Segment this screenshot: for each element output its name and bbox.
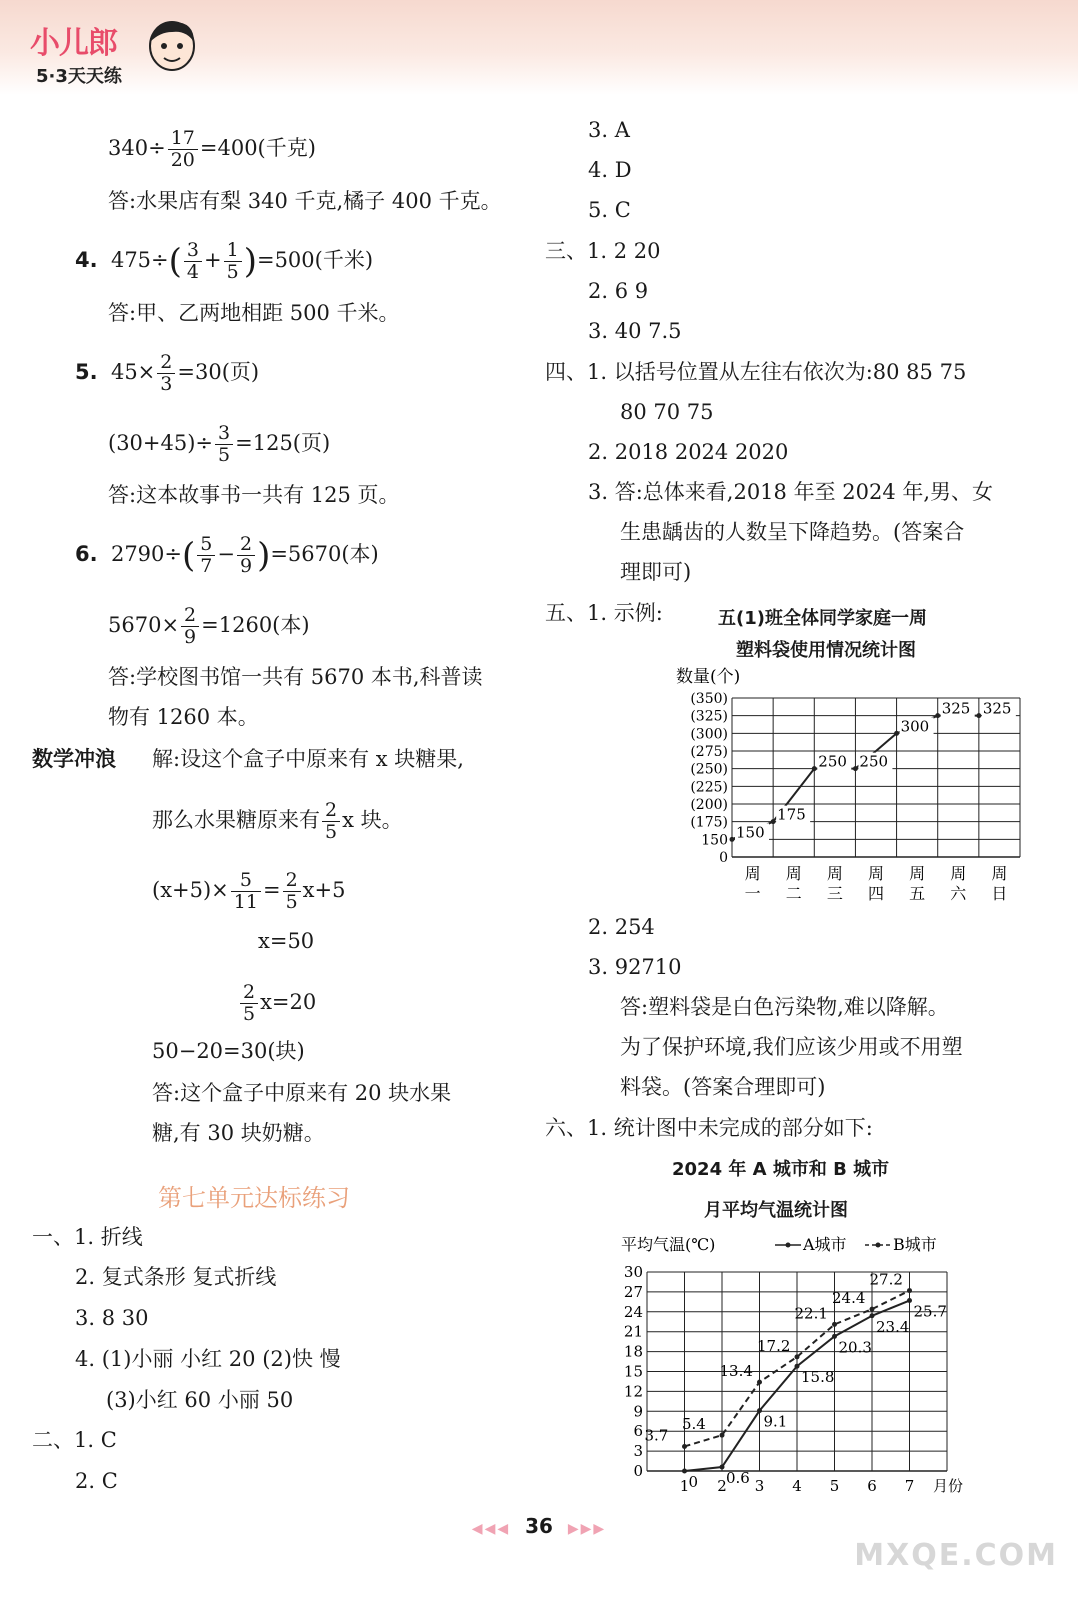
data-label: 17.2 xyxy=(757,1336,791,1355)
answer-item: 4. D xyxy=(588,158,632,182)
eq-line-5: 5. 45× $\frac{2}{3}$ =30(页) xyxy=(75,351,260,395)
data-point xyxy=(894,731,899,736)
solution-line: 解:设这个盒子中原来有 x 块糖果, xyxy=(152,747,464,771)
x-tick-label: 一 xyxy=(744,884,761,903)
answer-line: 答:水果店有梨 340 千克,橘子 400 千克。 xyxy=(108,189,502,213)
answer-item: 生患龋齿的人数呈下降趋势。(答案合 xyxy=(620,520,965,544)
eq-line-6: 6. 2790÷( $\frac{5}{7}$ − $\frac{2}{9}$ )=5670(本) xyxy=(75,533,379,577)
y-axis-label: 数量(个) xyxy=(676,667,741,687)
y-tick-label: 21 xyxy=(623,1322,643,1341)
x-tick-label: 周 xyxy=(991,864,1008,883)
eq-line-1: 340÷ $\frac{17}{20}$ =400(千克) xyxy=(108,127,316,171)
x-tick-label: 周 xyxy=(909,864,926,883)
y-tick-label: 0 xyxy=(633,1462,643,1480)
answer-item: 2. 254 xyxy=(588,915,655,939)
y-tick-label: (225) xyxy=(690,779,728,796)
x-tick-label: 4 xyxy=(792,1477,802,1495)
eq-line-4: 4. 475÷( $\frac{3}{4}$ + $\frac{1}{5}$ )=500(千米) xyxy=(75,239,374,283)
data-label: 23.4 xyxy=(876,1317,910,1336)
y-tick-label: 24 xyxy=(623,1302,643,1321)
x-tick-label: 1 xyxy=(679,1477,690,1495)
legend-label-a: A城市 xyxy=(803,1235,847,1254)
y-tick-label: 15 xyxy=(623,1362,643,1381)
y-tick-label: (250) xyxy=(690,761,728,778)
x-axis-label: 月份 xyxy=(933,1477,964,1495)
data-point xyxy=(795,1364,800,1369)
prev-arrows-icon: ◀◀◀ xyxy=(471,1521,511,1537)
data-point xyxy=(771,819,776,824)
data-label: 300 xyxy=(900,717,930,736)
brand-bottom: 5·3天天练 xyxy=(36,66,122,87)
answer-item: 3. 8 30 xyxy=(75,1306,149,1330)
data-point xyxy=(935,713,940,718)
next-arrows-icon: ▶▶▶ xyxy=(567,1521,607,1537)
data-point xyxy=(870,1313,875,1318)
answer-item: 为了保护环境,我们应该少用或不用塑 xyxy=(620,1035,963,1059)
answer-item: 4. (1)小丽 小红 20 (2)快 慢 xyxy=(75,1347,341,1371)
x-tick-label: 周 xyxy=(826,864,843,883)
x-tick-label: 2 xyxy=(717,1477,727,1495)
x-tick-label: 三 xyxy=(826,884,843,903)
data-label: 15.8 xyxy=(801,1368,835,1387)
x-tick-label: 四 xyxy=(867,884,885,903)
data-label: 13.4 xyxy=(719,1362,753,1381)
chart1-title-1: 五(1)班全体同学家庭一周 xyxy=(718,608,927,629)
data-label: 22.1 xyxy=(794,1304,828,1323)
unit-title: 第七单元达标练习 xyxy=(158,1184,350,1212)
page-footer xyxy=(0,1514,1078,1538)
brand-logo xyxy=(30,18,200,92)
x-tick-label: 日 xyxy=(991,884,1008,903)
x-tick-label: 二 xyxy=(785,884,802,903)
answer-item: 答:塑料袋是白色污染物,难以降解。 xyxy=(620,995,949,1019)
solution-line: $\frac{2}{5}$ x=20 xyxy=(238,982,316,1025)
data-label: 250 xyxy=(859,752,889,771)
x-tick-label: 周 xyxy=(785,864,802,883)
data-label: 5.4 xyxy=(682,1415,706,1434)
eq-line-6b: 5670× $\frac{2}{9}$ =1260(本) xyxy=(108,604,310,648)
answer-item: 3. 92710 xyxy=(588,955,682,979)
data-point xyxy=(720,1433,725,1438)
data-label: 27.2 xyxy=(869,1270,903,1289)
data-point xyxy=(812,766,817,771)
y-tick-label: 6 xyxy=(633,1422,643,1441)
answer-item: 五、1. 示例: xyxy=(545,601,663,625)
y-tick-label: 150 xyxy=(701,832,728,849)
data-point xyxy=(976,713,981,718)
chart2-title-2: 月平均气温统计图 xyxy=(704,1200,848,1221)
data-label: 175 xyxy=(777,805,806,824)
data-label: 9.1 xyxy=(763,1412,788,1431)
watermark: MXQE.COM xyxy=(854,1538,1058,1573)
y-tick-label: 9 xyxy=(633,1402,643,1421)
solution-line: 答:这个盒子中原来有 20 块水果 xyxy=(152,1081,452,1105)
x-tick-label: 周 xyxy=(744,864,761,883)
y-tick-label: 30 xyxy=(623,1263,643,1281)
x-tick-label: 6 xyxy=(867,1477,877,1495)
answer-item: 2. 6 9 xyxy=(588,279,649,303)
data-point xyxy=(832,1322,837,1327)
answer-item: 四、1. 以括号位置从左往右依次为:80 85 75 xyxy=(545,360,967,384)
answer-line: 答:甲、乙两地相距 500 千米。 xyxy=(108,301,400,325)
data-point xyxy=(870,1307,875,1312)
answer-line: 物有 1260 本。 xyxy=(108,705,259,729)
answer-item: 5. C xyxy=(588,198,631,222)
y-tick-label: 0 xyxy=(719,850,728,866)
answer-item: 二、1. C xyxy=(32,1428,117,1452)
y-tick-label: (325) xyxy=(690,708,728,725)
answer-item: 三、1. 2 20 xyxy=(545,239,661,263)
answer-item: 2. 复式条形 复式折线 xyxy=(75,1265,277,1289)
data-point xyxy=(730,837,735,842)
data-point xyxy=(907,1298,912,1303)
answer-item: 六、1. 统计图中未完成的部分如下: xyxy=(545,1116,873,1140)
answer-item: (3)小红 60 小丽 50 xyxy=(106,1388,294,1412)
chart1-title-2: 塑料袋使用情况统计图 xyxy=(736,640,916,661)
legend-marker-a xyxy=(786,1243,791,1248)
x-tick-label: 5 xyxy=(829,1477,840,1495)
x-tick-label: 五 xyxy=(909,884,926,903)
data-label: 150 xyxy=(736,823,765,842)
answer-item: 2. 2018 2024 2020 xyxy=(588,440,789,464)
y-tick-label: (175) xyxy=(690,814,728,831)
solution-line: 50−20=30(块) xyxy=(152,1039,305,1063)
answer-item: 一、1. 折线 xyxy=(32,1225,143,1249)
x-tick-label: 3 xyxy=(754,1477,765,1495)
answer-line: 答:这本故事书一共有 125 页。 xyxy=(108,483,400,507)
eq-line-5b: (30+45)÷ $\frac{3}{5}$ =125(页) xyxy=(108,422,331,466)
solution-line: 糖,有 30 块奶糖。 xyxy=(152,1121,325,1145)
y-tick-label: (350) xyxy=(690,691,728,707)
data-label: 250 xyxy=(818,752,847,771)
data-point xyxy=(907,1288,912,1293)
y-tick-label: (200) xyxy=(690,797,728,813)
math-surf-label: 数学冲浪 xyxy=(32,747,116,771)
answer-item: 理即可) xyxy=(620,560,692,584)
x-tick-label: 周 xyxy=(950,864,967,883)
solution-line: (x+5)× $\frac{5}{11}$ = $\frac{2}{5}$ x+5 xyxy=(152,869,346,913)
y-tick-label: 18 xyxy=(623,1342,643,1361)
x-tick-label: 7 xyxy=(904,1477,915,1495)
y-axis-label: 平均气温(℃) xyxy=(621,1235,716,1254)
y-tick-label: 3 xyxy=(633,1442,643,1461)
chart-plastic-bags xyxy=(670,660,1040,905)
chart-temperature xyxy=(615,1226,975,1501)
data-label: 325 xyxy=(982,699,1012,718)
solution-line: x=50 xyxy=(258,929,315,953)
data-label: 24.4 xyxy=(832,1289,866,1308)
answer-item: 料袋。(答案合理即可) xyxy=(620,1075,826,1099)
answer-item: 2. C xyxy=(75,1469,118,1493)
y-tick-label: 12 xyxy=(623,1382,643,1401)
brand-top: 小儿郎 xyxy=(30,26,117,61)
data-point xyxy=(832,1334,837,1339)
data-point xyxy=(853,766,858,771)
data-point xyxy=(757,1408,762,1413)
chart2-title-1: 2024 年 A 城市和 B 城市 xyxy=(672,1159,890,1180)
y-tick-label: 27 xyxy=(623,1282,643,1301)
data-point xyxy=(757,1380,762,1385)
data-label: 3.7 xyxy=(644,1426,669,1445)
data-point xyxy=(682,1444,687,1449)
data-label: 20.3 xyxy=(838,1338,872,1357)
y-tick-label: (300) xyxy=(690,726,728,743)
data-label: 0.6 xyxy=(726,1469,750,1488)
x-tick-label: 周 xyxy=(867,864,885,883)
mascot-icon xyxy=(142,16,202,82)
data-point xyxy=(795,1354,800,1359)
answer-item: 3. 40 7.5 xyxy=(588,319,682,343)
data-label: 0 xyxy=(688,1473,699,1491)
page-number: 36 xyxy=(525,1514,553,1538)
data-label: 325 xyxy=(941,699,971,718)
data-point xyxy=(720,1465,725,1470)
x-tick-label: 六 xyxy=(950,884,967,903)
solution-line: 那么水果糖原来有 $\frac{2}{5}$ x 块。 xyxy=(152,799,403,843)
y-tick-label: (275) xyxy=(690,744,728,760)
data-label: 25.7 xyxy=(913,1302,947,1321)
legend-marker-b xyxy=(876,1243,881,1248)
answer-item: 80 70 75 xyxy=(620,400,714,424)
answer-item: 3. A xyxy=(588,118,630,142)
answer-line: 答:学校图书馆一共有 5670 本书,科普读 xyxy=(108,665,483,689)
legend-label-b: B城市 xyxy=(893,1235,937,1254)
answer-item: 3. 答:总体来看,2018 年至 2024 年,男、女 xyxy=(588,480,994,504)
data-point xyxy=(682,1469,687,1474)
